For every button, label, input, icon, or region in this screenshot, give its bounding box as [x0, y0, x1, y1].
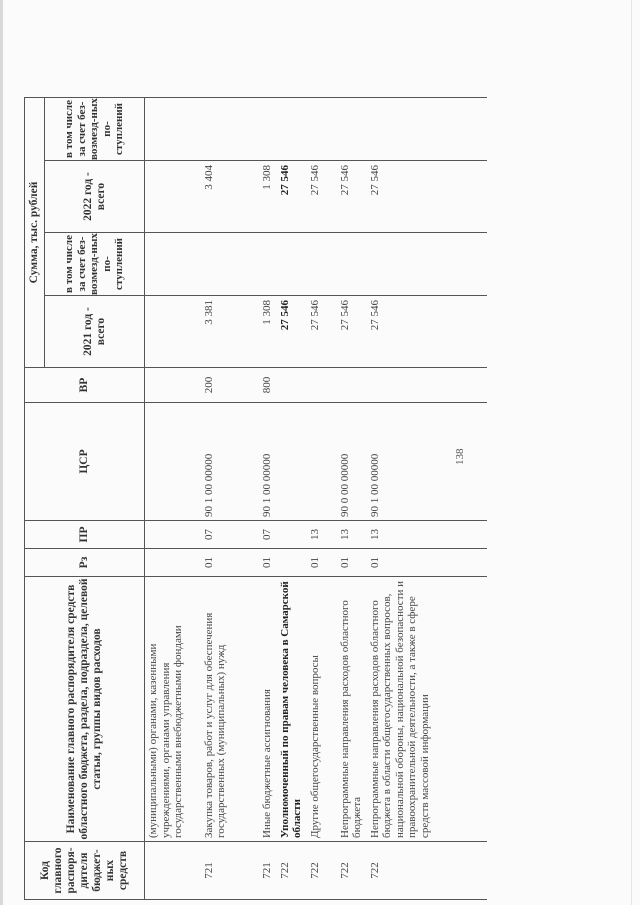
row-total-2021: 27 546 — [338, 300, 351, 331]
row-rz — [145, 549, 149, 576]
row-rz: 01 — [338, 557, 351, 568]
header-2021-free: в том числе за счет без-возмезд-ных по-ступлений — [45, 233, 145, 296]
row-free-2022 — [367, 98, 371, 160]
row-rz: 01 — [368, 557, 381, 568]
header-name: Наименование главного распорядителя средств областного бюджета, раздела, подраздела, целевой статьи, группы видов расходов — [25, 577, 145, 842]
header-pr: ПР — [25, 521, 145, 549]
row-free-2022 — [337, 98, 341, 160]
row-free-2022 — [259, 98, 263, 160]
row-code: 722 — [338, 862, 351, 879]
row-rz: 01 — [202, 557, 215, 568]
row-rz: 01 — [308, 557, 321, 568]
row-free-2022 — [145, 98, 149, 160]
budget-table — [24, 97, 487, 900]
row-csr: 90 1 00 00000 — [368, 453, 381, 517]
row-vr — [145, 368, 149, 402]
row-free-2021 — [259, 233, 263, 295]
row-name: Закупка товаров, работ и услуг для обеспечения государственных (муниципальных) нужд — [202, 612, 227, 838]
row-total-2022: 27 546 — [308, 165, 321, 196]
row-csr: 90 0 00 00000 — [338, 453, 351, 517]
row-csr: 90 1 00 00000 — [260, 453, 273, 517]
row-name: (муниципальными) органами, казенными учреждениями, органами управления государственными внебюджетными фондами — [147, 625, 184, 838]
row-csr — [277, 403, 281, 520]
row-free-2021 — [307, 233, 311, 295]
row-code: 722 — [368, 862, 381, 879]
page-number: 138 — [454, 448, 466, 465]
row-name: Уполномоченный по правам человека в Самарской области — [278, 581, 303, 838]
table-body — [145, 98, 487, 900]
row-vr: 200 — [202, 376, 215, 394]
row-rz — [277, 549, 281, 576]
row-total-2021: 27 546 — [278, 300, 291, 331]
row-total-2021 — [145, 296, 149, 367]
row-free-2021 — [367, 233, 371, 295]
header-sum: Сумма, тыс. рублей — [25, 98, 45, 368]
row-total-2022: 27 546 — [338, 165, 351, 196]
table-row — [201, 98, 259, 900]
header-2021-total: 2021 год - всего — [45, 296, 145, 368]
row-csr: 90 1 00 00000 — [202, 453, 215, 517]
row-total-2022: 27 546 — [278, 165, 291, 196]
table-row — [307, 98, 337, 900]
row-free-2021 — [201, 233, 205, 295]
header-2022-free: в том числе за счет без-возмезд-ных по-ступлений — [45, 98, 145, 161]
table-row — [367, 98, 487, 900]
row-name: Непрограммные направления расходов областного бюджета в области общегосударственных вопросов, национальной обороны, национальной безопасности и правоохранительной деятельности, а также в сфере средств массовой информации — [368, 580, 431, 838]
row-free-2021 — [145, 233, 149, 295]
row-vr — [307, 368, 311, 402]
row-code: 722 — [308, 862, 321, 879]
row-free-2022 — [277, 98, 281, 160]
row-pr: 07 — [260, 529, 273, 540]
row-free-2021 — [277, 233, 281, 295]
row-code: 722 — [278, 862, 291, 879]
header-csr: ЦСР — [25, 403, 145, 521]
table-row — [259, 98, 277, 900]
row-pr: 13 — [338, 529, 351, 540]
row-code: 721 — [202, 862, 215, 879]
row-vr — [277, 368, 281, 402]
row-total-2022: 27 546 — [368, 165, 381, 196]
table-row — [277, 98, 307, 900]
row-name: Иные бюджетные ассигнования — [260, 689, 273, 838]
header-2022-total: 2022 год - всего — [45, 161, 145, 233]
row-pr: 13 — [308, 529, 321, 540]
row-total-2022 — [145, 161, 149, 232]
row-vr: 800 — [260, 376, 273, 394]
row-vr — [337, 368, 341, 402]
row-free-2022 — [307, 98, 311, 160]
row-csr — [145, 403, 149, 520]
row-total-2022: 1 308 — [260, 165, 273, 190]
table-row — [337, 98, 367, 900]
header-vr: ВР — [25, 368, 145, 403]
header-rz: Рз — [25, 549, 145, 577]
header-code: Код главного распоря-дителя бюджет-ных средств — [25, 842, 145, 900]
row-total-2022: 3 404 — [202, 165, 215, 190]
table-row — [145, 98, 201, 900]
row-code: 721 — [260, 862, 273, 879]
row-free-2021 — [337, 233, 341, 295]
row-pr — [277, 521, 281, 548]
row-total-2021: 3 381 — [202, 300, 215, 325]
row-csr — [307, 403, 311, 520]
row-pr — [145, 521, 149, 548]
row-pr: 07 — [202, 529, 215, 540]
row-free-2022 — [201, 98, 205, 160]
row-pr: 13 — [368, 529, 381, 540]
row-name: Непрограммные направления расходов областного бюджета — [338, 600, 363, 838]
row-total-2021: 27 546 — [308, 300, 321, 331]
row-rz: 01 — [260, 557, 273, 568]
row-name: Другие общегосударственные вопросы — [308, 655, 321, 838]
row-total-2021: 1 308 — [260, 300, 273, 325]
row-total-2021: 27 546 — [368, 300, 381, 331]
row-code — [145, 842, 149, 899]
row-vr — [367, 368, 371, 402]
